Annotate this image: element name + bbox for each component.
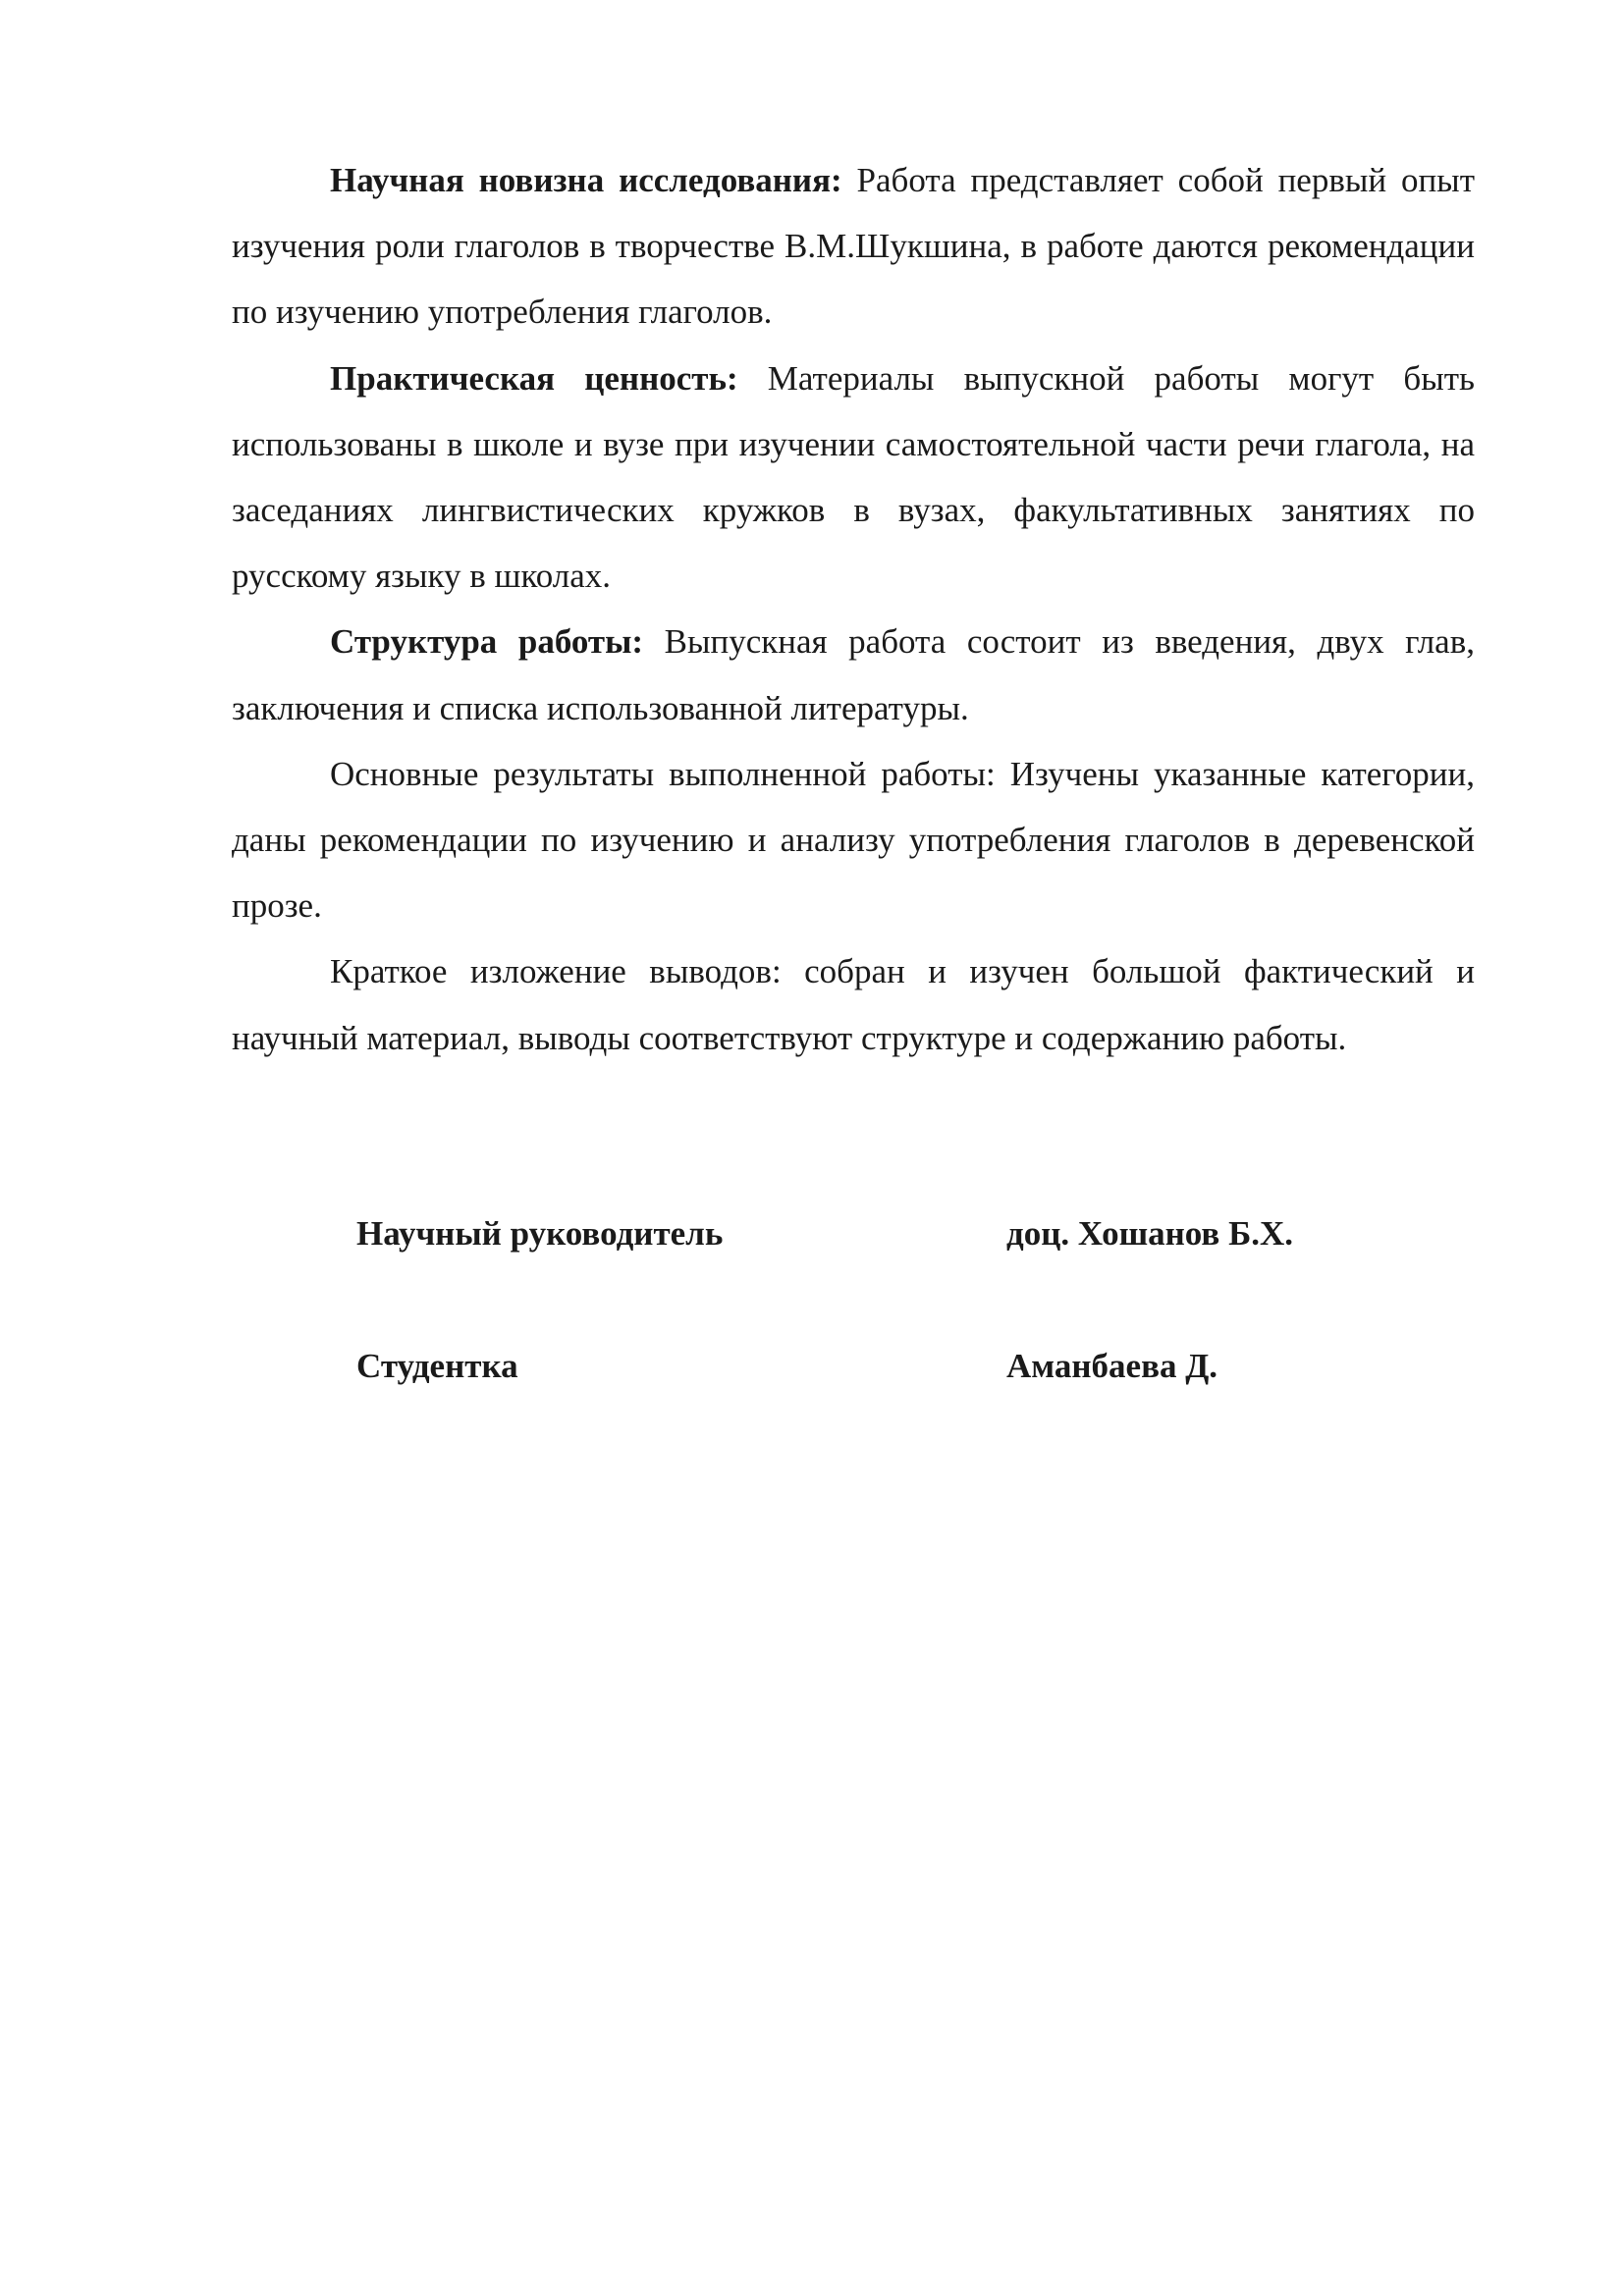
paragraph-main-results [232, 741, 1475, 939]
paragraph-heading: Структура работы: [330, 622, 644, 662]
paragraph-text: Основные результаты выполненной работы: Изучены указанные категории, даны рекомендации по изучению и анализу употребления глаголов в деревенской прозе. [232, 754, 1475, 926]
signature-name: Аманбаева Д. [1006, 1347, 1218, 1385]
paragraph-text: Выпускная работа состоит из введения, двух глав, заключения и списка использованной литературы. [232, 622, 1475, 727]
signature-name: доц. Хошанов Б.Х. [1006, 1214, 1293, 1253]
paragraph-practical-value [232, 346, 1475, 610]
paragraph-heading: Научная новизна исследования: [330, 161, 842, 199]
signature-role: Научный руководитель [356, 1214, 724, 1253]
paragraph-text: Работа представляет собой первый опыт изучения роли глаголов в творчестве В.М.Шукшина, в работе даются рекомендации по изучению употребления глаголов. [232, 161, 1475, 332]
signature-block [356, 1201, 1436, 1466]
signature-role: Студентка [356, 1347, 518, 1385]
document-body [232, 147, 1475, 1071]
paragraph-text: Краткое изложение выводов: собран и изучен большой фактический и научный материал, выводы соответствуют структуре и содержанию работы. [232, 952, 1475, 1057]
paragraph-heading: Практическая ценность: [330, 358, 738, 398]
signature-row-supervisor [356, 1201, 1436, 1333]
signature-row-student [356, 1333, 1436, 1466]
paragraph-conclusions-summary [232, 938, 1475, 1070]
paragraph-scientific-novelty [232, 147, 1475, 346]
paragraph-text: Материалы выпускной работы могут быть использованы в школе и вузе при изучении самостоятельной части речи глагола, на заседаниях лингвистических кружков в вузах, факультативных занятиях по русскому языку в школах. [232, 358, 1475, 596]
paragraph-work-structure [232, 609, 1475, 740]
